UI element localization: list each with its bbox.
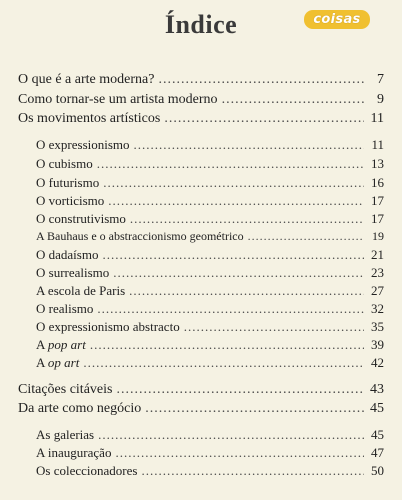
toc-entry-page: 43: [370, 382, 384, 397]
toc-entry-title: [36, 355, 83, 371]
toc-entry-title: Da arte como negócio: [18, 401, 142, 416]
title-italic: op art: [47, 355, 80, 370]
dot-leader: [145, 401, 364, 417]
toc-entry-page: 23: [371, 265, 384, 280]
toc-entry-page: 45: [370, 401, 384, 416]
toc-entry[interactable]: [18, 92, 384, 108]
toc-entry-page: 7: [377, 72, 384, 87]
toc-entry-page: 19: [372, 229, 384, 243]
toc-entry-page: 21: [371, 247, 384, 262]
toc-entry-page: 13: [371, 156, 384, 171]
toc-entry[interactable]: [36, 337, 384, 353]
toc-entry-page: 50: [371, 463, 384, 478]
toc-entry[interactable]: [36, 427, 384, 443]
dot-leader: [115, 445, 364, 461]
toc-entry-title: O realismo: [36, 301, 94, 316]
toc-entry[interactable]: [36, 247, 384, 263]
toc-entry-title: Os coleccionadores: [36, 463, 138, 478]
toc-entry[interactable]: [18, 382, 384, 398]
toc-entry[interactable]: [36, 319, 384, 335]
dot-leader: [134, 137, 364, 153]
dot-leader: [103, 175, 364, 191]
toc-entry-title: O expressionismo: [36, 137, 130, 152]
toc-entry-title: A Bauhaus e o abstraccionismo geométrico: [36, 229, 244, 243]
toc-entry-page: 42: [371, 355, 384, 370]
toc-entry[interactable]: [36, 137, 384, 153]
toc-entry-page: 16: [371, 175, 384, 190]
toc-entry-title: O surrealismo: [36, 265, 110, 280]
toc-entry-title: O construtivismo: [36, 211, 126, 226]
toc-entry-title: [36, 337, 90, 353]
toc-entry-page: 11: [370, 111, 384, 126]
toc-entry[interactable]: [18, 111, 384, 127]
toc-entry-page: 11: [371, 137, 384, 152]
dot-leader: [158, 72, 364, 88]
toc-entry-title: O futurismo: [36, 175, 100, 190]
toc-entry-page: 45: [371, 427, 384, 442]
toc-entry-title: O que é a arte moderna?: [18, 72, 155, 87]
dot-leader: [164, 111, 364, 127]
toc-entry[interactable]: [36, 193, 384, 209]
title-prefix: A: [36, 355, 48, 370]
dot-leader: [108, 193, 364, 209]
toc-entry-title: Citações citáveis: [18, 382, 113, 397]
toc-entry[interactable]: [18, 401, 384, 417]
toc-entry-title: Os movimentos artísticos: [18, 111, 161, 126]
toc-entry[interactable]: [36, 445, 384, 461]
title-italic: pop art: [47, 337, 86, 352]
toc-entry-title: A inauguração: [36, 445, 112, 460]
logo-text: coisas: [313, 12, 361, 27]
dot-leader: [129, 283, 364, 299]
toc-entry-page: 47: [371, 445, 384, 460]
toc-entry-title: O vorticismo: [36, 193, 105, 208]
toc-entry-title: O dadaísmo: [36, 247, 99, 262]
toc-entry-page: 17: [371, 193, 384, 208]
toc-entry[interactable]: [36, 156, 384, 172]
dot-leader: [97, 156, 364, 172]
dot-leader: [130, 211, 364, 227]
page-title: Índice: [164, 10, 238, 39]
dot-leader: [90, 337, 364, 353]
dot-leader: [116, 382, 364, 398]
dot-leader: [184, 319, 364, 335]
dot-leader: [113, 265, 364, 281]
dot-leader: [97, 301, 364, 317]
toc-entry-title: O expressionismo abstracto: [36, 319, 180, 334]
toc-entry-title: A escola de Paris: [36, 283, 126, 298]
toc-entry[interactable]: [36, 355, 384, 371]
toc-entry-page: 17: [371, 211, 384, 226]
toc-entry[interactable]: [36, 175, 384, 191]
dot-leader: [83, 355, 364, 371]
toc-entry[interactable]: [36, 265, 384, 281]
toc-entry-page: 27: [371, 283, 384, 298]
toc-entry[interactable]: [36, 229, 384, 244]
title-prefix: A: [36, 337, 48, 352]
toc-entry-page: 9: [377, 92, 384, 107]
toc-entry-title: O cubismo: [36, 156, 93, 171]
dot-leader: [102, 247, 364, 263]
dot-leader: [141, 463, 364, 479]
toc-entry[interactable]: [36, 463, 384, 479]
dot-leader: [98, 427, 364, 443]
toc-entry[interactable]: [36, 211, 384, 227]
toc-entry[interactable]: [18, 72, 384, 88]
toc-entry-page: 32: [371, 301, 384, 316]
dot-leader: [222, 92, 364, 108]
toc-entry-page: 39: [371, 337, 384, 352]
toc-entry[interactable]: [36, 283, 384, 299]
toc-entry-title: Como tornar-se um artista moderno: [18, 92, 218, 107]
toc-entry[interactable]: [36, 301, 384, 317]
dot-leader: [248, 229, 364, 244]
toc-entry-page: 35: [371, 319, 384, 334]
toc-entry-title: As galerias: [36, 427, 95, 442]
